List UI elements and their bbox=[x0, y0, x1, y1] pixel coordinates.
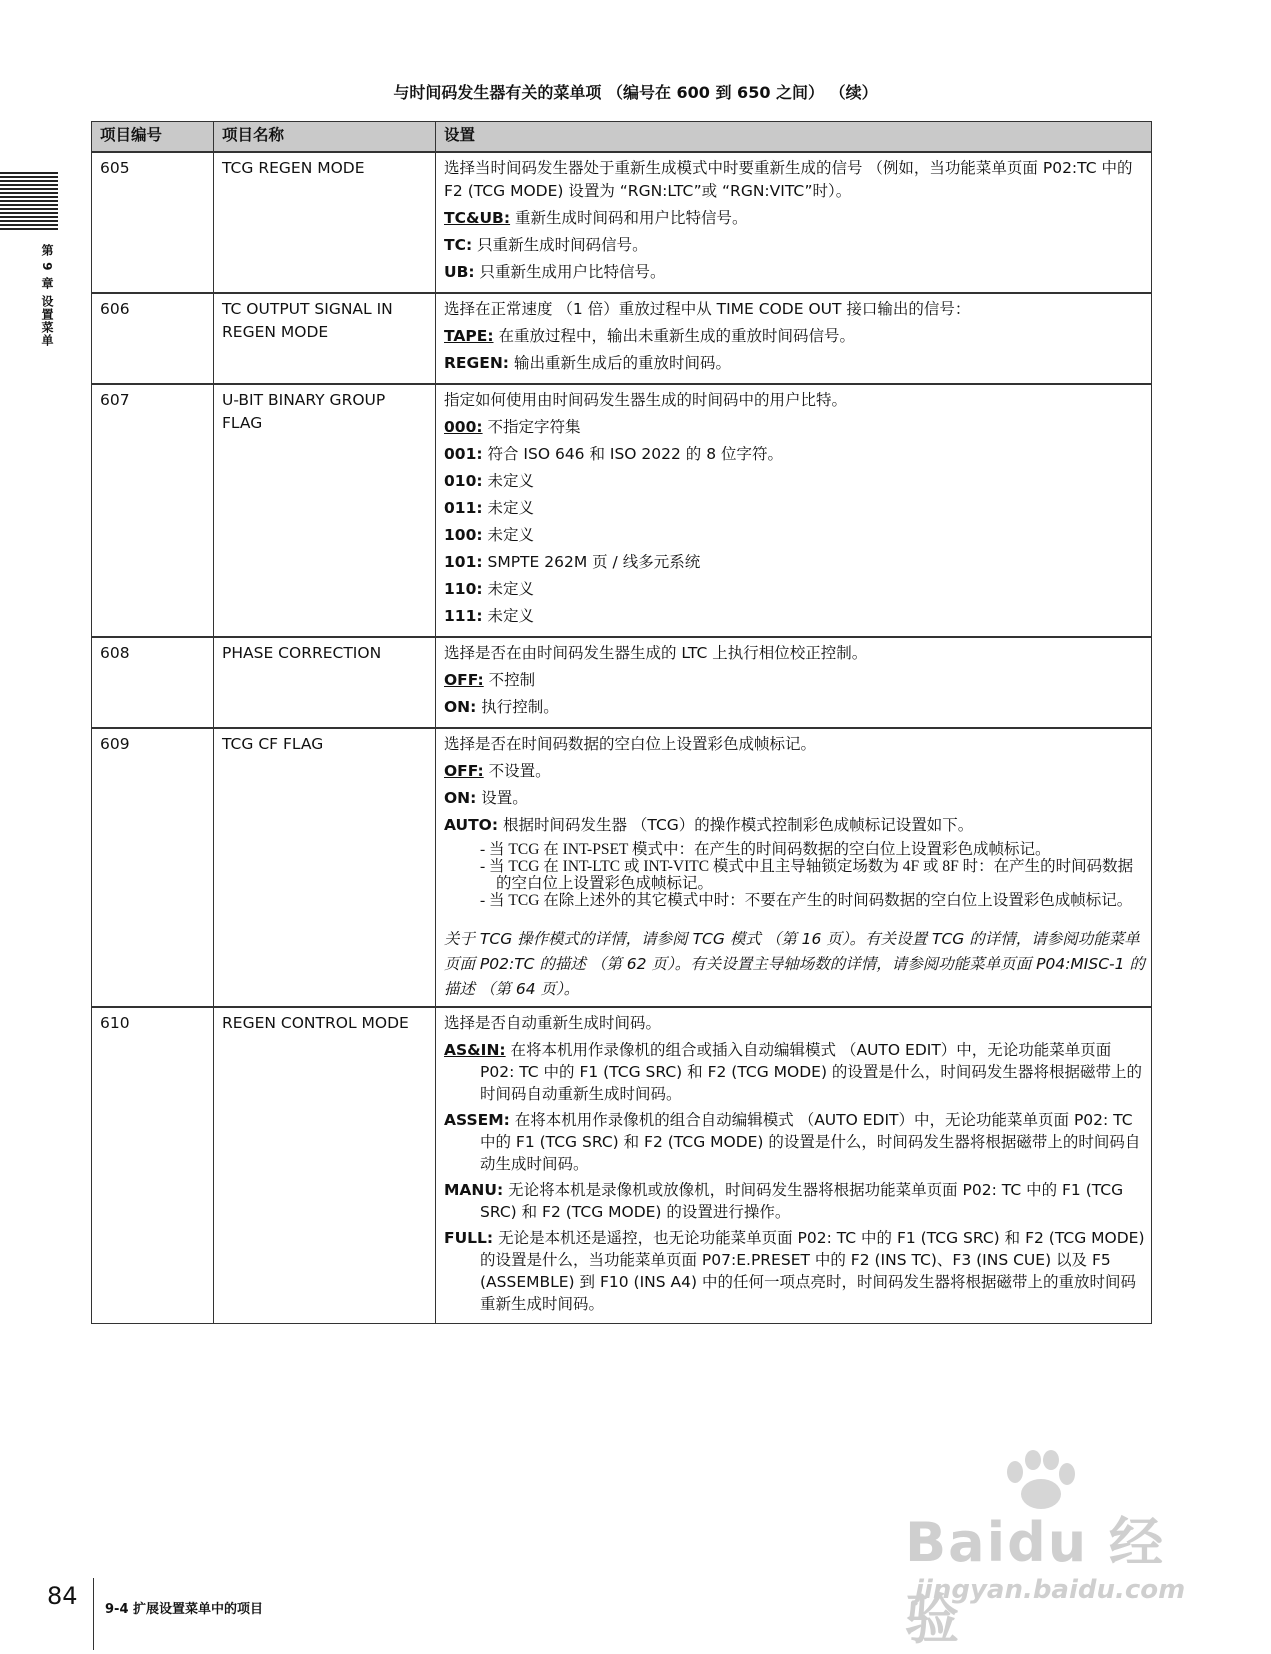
watermark-main: Baidu 经验 bbox=[905, 1511, 1166, 1651]
chapter-tab-bars bbox=[0, 172, 58, 232]
option-key: TAPE: bbox=[444, 327, 494, 345]
option bbox=[444, 814, 1145, 837]
item-description: 选择当时间码发生器处于重新生成模式中时要重新生成的信号 （例如，当功能菜单页面 P02:TC 中的 F2 (TCG MODE) 设置为 “RGN:LTC”或 “RGN:VITC”时）。 bbox=[444, 159, 1133, 200]
chapter-tab-label: 第 9 章 设置菜单 bbox=[40, 244, 54, 347]
option-key: 101: bbox=[444, 553, 483, 571]
bullet-item: - 当 TCG 在除上述外的其它模式中时：不要在产生的时间码数据的空白位上设置彩色成帧标记。 bbox=[480, 892, 1133, 909]
option-text: 根据时间码发生器 （TCG）的操作模式控制彩色成帧标记设置如下。 bbox=[498, 816, 974, 834]
option-text: SMPTE 262M 页 / 线多元系统 bbox=[482, 553, 701, 571]
option bbox=[444, 551, 1145, 574]
option-key: 111: bbox=[444, 607, 483, 625]
option bbox=[444, 497, 1145, 520]
watermark-sub: jingyan.baidu.com bbox=[915, 1575, 1186, 1605]
item-number: 607 bbox=[92, 384, 214, 637]
option-key: 011: bbox=[444, 499, 483, 517]
option-text: 无论将本机是录像机或放像机，时间码发生器将根据功能菜单页面 P02: TC 中的 F1 (TCG SRC) 和 F2 (TCG MODE) 的设置进行操作。 bbox=[480, 1181, 1124, 1221]
option bbox=[444, 1109, 1145, 1175]
option-key: UB: bbox=[444, 263, 475, 281]
option-text: 未定义 bbox=[482, 499, 534, 517]
header-item-name: 项目名称 bbox=[214, 122, 436, 153]
option bbox=[444, 261, 1145, 284]
option-text: 未定义 bbox=[482, 472, 534, 490]
table-row bbox=[92, 384, 1152, 637]
footer-section: 9-4 扩展设置菜单中的项目 bbox=[105, 1602, 264, 1617]
option bbox=[444, 234, 1145, 257]
option bbox=[444, 578, 1145, 601]
option-key: 001: bbox=[444, 445, 483, 463]
header-settings: 设置 bbox=[436, 122, 1152, 153]
item-settings bbox=[436, 293, 1152, 384]
option-text: 不指定字符集 bbox=[482, 418, 581, 436]
option bbox=[444, 1039, 1145, 1105]
option-key: AS&IN: bbox=[444, 1041, 506, 1059]
option-text: 未定义 bbox=[482, 580, 534, 598]
option-text: 输出重新生成后的重放时间码。 bbox=[509, 354, 731, 372]
bullet-item: - 当 TCG 在 INT-PSET 模式中：在产生的时间码数据的空白位上设置彩色成帧标记。 bbox=[480, 841, 1051, 858]
table-header-row bbox=[92, 122, 1152, 153]
table-row bbox=[92, 728, 1152, 1007]
option-text: 执行控制。 bbox=[476, 698, 559, 716]
item-settings bbox=[436, 637, 1152, 728]
option-key: REGEN: bbox=[444, 354, 510, 372]
item-number: 609 bbox=[92, 728, 214, 1007]
option-text: 只重新生成用户比特信号。 bbox=[474, 263, 666, 281]
item-settings bbox=[436, 728, 1152, 1007]
option bbox=[444, 416, 1145, 439]
option bbox=[444, 524, 1145, 547]
item-number: 610 bbox=[92, 1007, 214, 1324]
option-key: 110: bbox=[444, 580, 483, 598]
option-key: ON: bbox=[444, 789, 477, 807]
table-row bbox=[92, 293, 1152, 384]
table-row bbox=[92, 637, 1152, 728]
item-name: PHASE CORRECTION bbox=[214, 637, 436, 728]
option-key: TC&UB: bbox=[444, 209, 511, 227]
page-number: 84 bbox=[47, 1582, 78, 1610]
option-text: 不控制 bbox=[483, 671, 536, 689]
item-description: 选择是否在时间码数据的空白位上设置彩色成帧标记。 bbox=[444, 735, 817, 753]
option bbox=[444, 760, 1145, 783]
option-text: 不设置。 bbox=[483, 762, 551, 780]
baidu-watermark bbox=[905, 1450, 1205, 1651]
option-text: 重新生成时间码和用户比特信号。 bbox=[510, 209, 748, 227]
option-text: 无论是本机还是遥控，也无论功能菜单页面 P02: TC 中的 F1 (TCG SRC) 和 F2 (TCG MODE) 的设置是什么，当功能菜单页面 P07:E.PRESET 中的 F2 (INS TC)、F3 (INS CUE) 以及 F5 (ASSEMBLE) 到 F10 (INS A4) 中的任何一项点亮时，时间码发生器将根据磁带上的重放时间码重新生成时间码。 bbox=[480, 1229, 1145, 1313]
page-title: 与时间码发生器有关的菜单项 （编号在 600 到 650 之间） （续） bbox=[393, 83, 878, 102]
item-name: REGEN CONTROL MODE bbox=[214, 1007, 436, 1324]
option bbox=[444, 325, 1145, 348]
item-settings bbox=[436, 384, 1152, 637]
option bbox=[444, 352, 1145, 375]
option-text: 符合 ISO 646 和 ISO 2022 的 8 位字符。 bbox=[482, 445, 784, 463]
option-text: 在重放过程中，输出未重新生成的重放时间码信号。 bbox=[493, 327, 855, 345]
header-item-number: 项目编号 bbox=[92, 122, 214, 153]
item-name: TCG REGEN MODE bbox=[214, 152, 436, 293]
item-name: U-BIT BINARY GROUP FLAG bbox=[214, 384, 436, 637]
item-description: 选择在正常速度 （1 倍）重放过程中从 TIME CODE OUT 接口输出的信号： bbox=[444, 300, 971, 318]
table-row bbox=[92, 152, 1152, 293]
item-number: 606 bbox=[92, 293, 214, 384]
reference-note: 关于 TCG 操作模式的详情，请参阅 TCG 模式 （第 16 页）。有关设置 TCG 的详情，请参阅功能菜单页面 P02:TC 的描述 （第 62 页）。有关设置主导轴场数的详情，请参阅功能菜单页面 P04:MISC-1 的描述 （第 64 页）。 bbox=[444, 930, 1145, 998]
option bbox=[444, 696, 1145, 719]
item-settings bbox=[436, 152, 1152, 293]
bullet-item: - 当 TCG 在 INT-LTC 或 INT-VITC 模式中且主导轴锁定场数为 4F 或 8F 时：在产生的时间码数据的空白位上设置彩色成帧标记。 bbox=[480, 858, 1134, 892]
option-text: 未定义 bbox=[482, 607, 534, 625]
item-description: 选择是否自动重新生成时间码。 bbox=[444, 1014, 662, 1032]
option bbox=[444, 443, 1145, 466]
item-settings bbox=[436, 1007, 1152, 1324]
item-number: 608 bbox=[92, 637, 214, 728]
item-description: 选择是否在由时间码发生器生成的 LTC 上执行相位校正控制。 bbox=[444, 644, 868, 662]
option-key: MANU: bbox=[444, 1181, 504, 1199]
option-text: 设置。 bbox=[476, 789, 528, 807]
option-text: 在将本机用作录像机的组合或插入自动编辑模式 （AUTO EDIT）中，无论功能菜单页面 P02: TC 中的 F1 (TCG SRC) 和 F2 (TCG MODE) 的设置是什么，时间码发生器将根据磁带上的时间码自动重新生成时间码。 bbox=[480, 1041, 1142, 1103]
option bbox=[444, 605, 1145, 628]
option-key: OFF: bbox=[444, 671, 484, 689]
footer-divider bbox=[93, 1578, 94, 1650]
option bbox=[444, 669, 1145, 692]
option-key: TC: bbox=[444, 236, 473, 254]
option-text: 在将本机用作录像机的组合自动编辑模式 （AUTO EDIT）中，无论功能菜单页面 P02: TC 中的 F1 (TCG SRC) 和 F2 (TCG MODE) 的设置是什么，时间码发生器将根据磁带上的时间码自动生成时间码。 bbox=[480, 1111, 1141, 1173]
option-key: ASSEM: bbox=[444, 1111, 510, 1129]
option-key: OFF: bbox=[444, 762, 484, 780]
option-key: 000: bbox=[444, 418, 483, 436]
item-name: TC OUTPUT SIGNAL IN REGEN MODE bbox=[214, 293, 436, 384]
option bbox=[444, 470, 1145, 493]
option-key: 010: bbox=[444, 472, 483, 490]
option-key: FULL: bbox=[444, 1229, 494, 1247]
option-text: 只重新生成时间码信号。 bbox=[472, 236, 648, 254]
item-description: 指定如何使用由时间码发生器生成的时间码中的用户比特。 bbox=[444, 391, 848, 409]
option bbox=[444, 1179, 1145, 1223]
option-key: AUTO: bbox=[444, 816, 499, 834]
option bbox=[444, 787, 1145, 810]
table-row bbox=[92, 1007, 1152, 1324]
option bbox=[444, 207, 1145, 230]
menu-items-table bbox=[91, 121, 1152, 1324]
option bbox=[444, 1227, 1145, 1315]
option-key: ON: bbox=[444, 698, 477, 716]
item-number: 605 bbox=[92, 152, 214, 293]
item-name: TCG CF FLAG bbox=[214, 728, 436, 1007]
option-key: 100: bbox=[444, 526, 483, 544]
option-text: 未定义 bbox=[482, 526, 534, 544]
